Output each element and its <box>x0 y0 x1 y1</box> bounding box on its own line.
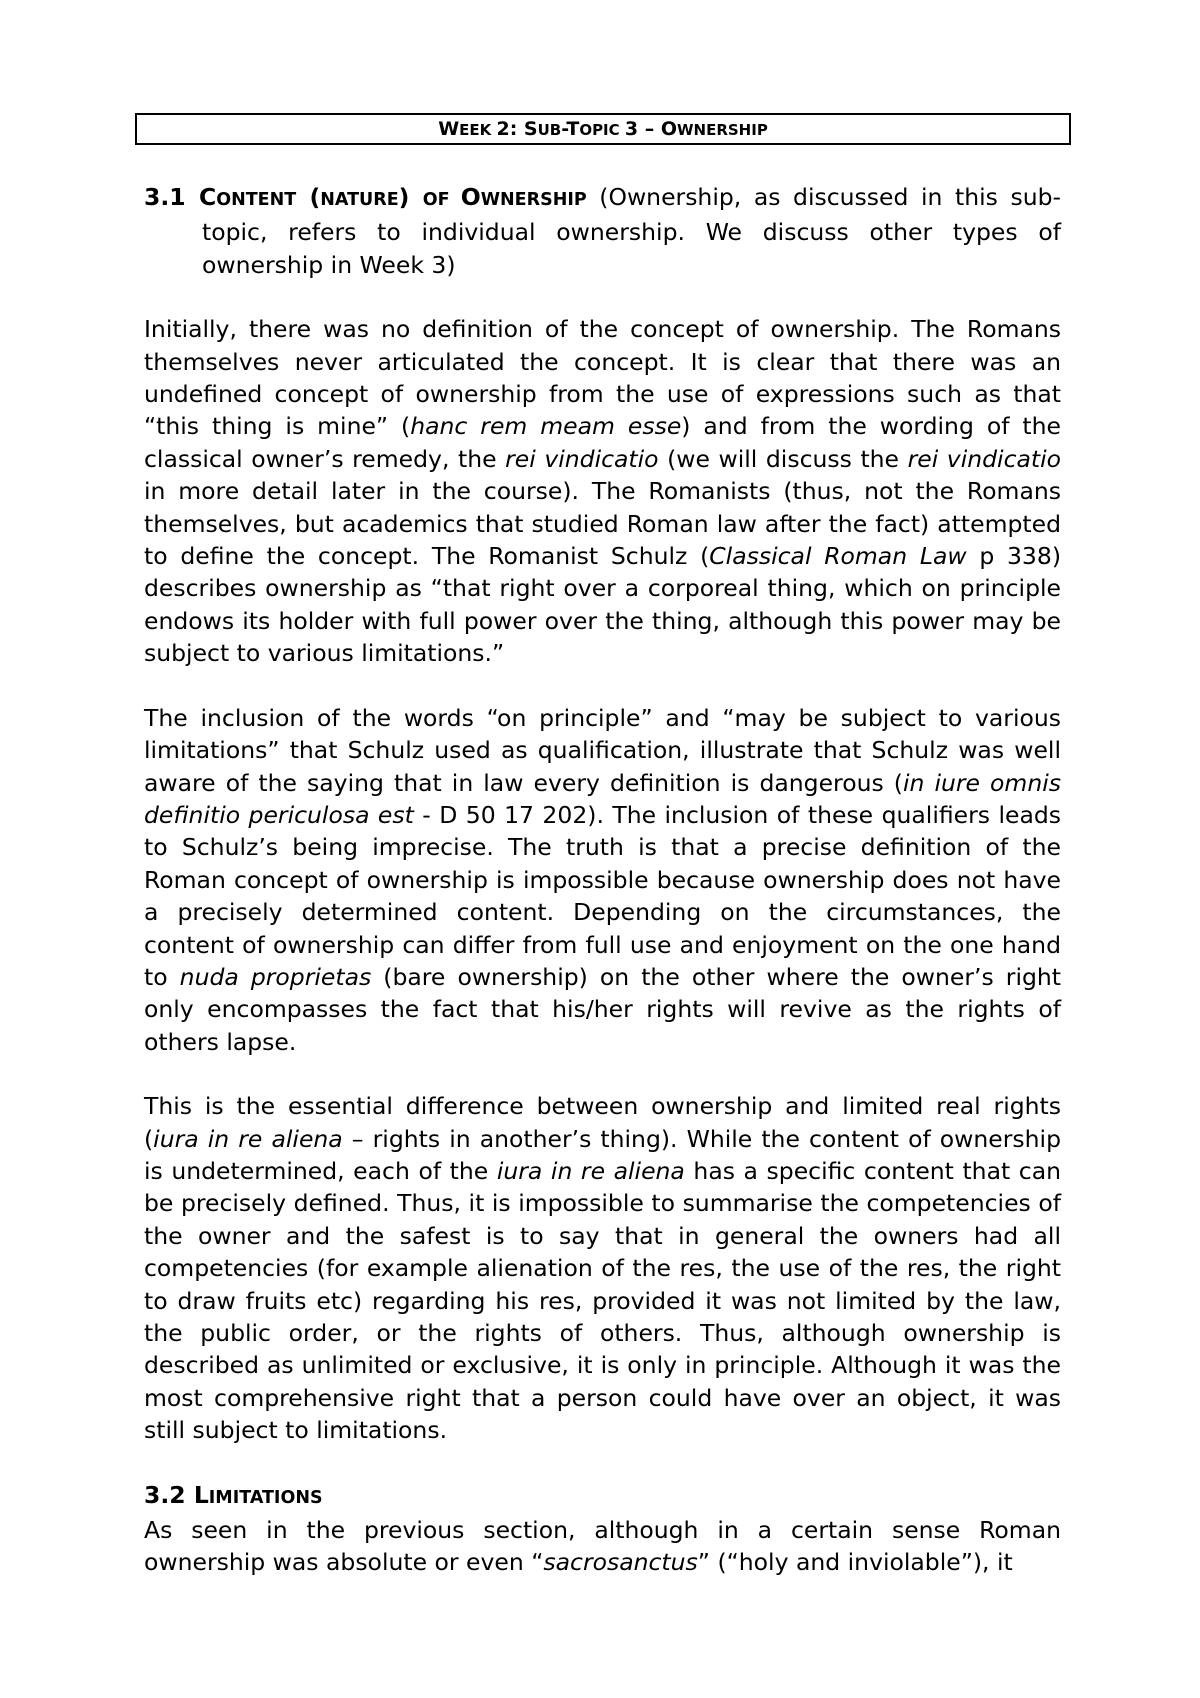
italic-term: in iure omnis definitio periculosa est <box>144 768 1061 829</box>
heading-text-part: OF <box>422 190 461 210</box>
heading-text-part: ( <box>296 183 321 211</box>
heading-text-part: -T <box>561 118 580 140</box>
paragraph <box>144 1090 1061 1446</box>
heading-text-part: WNERSHIP <box>480 190 587 210</box>
text-run: This is the essential difference between ownership and limited real rights ( <box>144 1092 1061 1153</box>
text-run: – rights in another’s thing). While the content of ownership is undetermined, each of the <box>144 1124 1062 1185</box>
italic-term: rei vindicatio <box>907 444 1062 473</box>
text-run: The inclusion of the words “on principle” and “may be subject to various limitations” that Schulz used as qualification, illustrate that Schulz was well aware of the saying that in law every definition is dangerous ( <box>144 703 1061 797</box>
section-heading-3-2 <box>144 1479 1061 1514</box>
heading-text-part: W <box>438 118 460 140</box>
italic-term: nuda proprietas <box>179 962 372 991</box>
heading-text-part: IMITATIONS <box>208 1487 323 1508</box>
page-title <box>135 113 1071 145</box>
text-run: ” (“holy and inviolable”), it <box>697 1548 1013 1577</box>
italic-term: sacrosanctus <box>543 1548 698 1577</box>
section-title <box>194 1481 323 1509</box>
heading-text-part: L <box>193 1480 209 1509</box>
heading-text-part: NATURE <box>320 190 399 210</box>
heading-text-part: ONTENT <box>216 190 297 210</box>
heading-text-part: 3 – O <box>624 118 677 140</box>
heading-text-part: EEK <box>459 121 497 139</box>
heading-text-part: ) <box>398 183 423 211</box>
text-run: in more detail later in the course). The Romanists (thus, not the Romans themselves, but academics that studied Roman law after the fact) attempted to define the concept. The Romanist Schulz ( <box>144 477 1061 571</box>
section-heading-3-1 <box>144 181 1061 281</box>
paragraph <box>144 702 1061 1058</box>
text-run: has a specific content that can be precisely defined. Thus, it is impossible to summarise the competencies of the owner and the safest is to say that in general the owners had all competencies (for example alienation of the res, the use of the res, the right to draw fruits etc) regarding his res, provided it was not limited by the law, the public order, or the rights of others. Thus, although ownership is described as unlimited or exclusive, it is only in principle. Although it was the most comprehensive right that a person could have over an object, it was still subject to limitations. <box>144 1156 1061 1445</box>
text-run: (bare ownership) on the other where the owner’s right only encompasses the fact that his/her rights will revive as the rights of others lapse. <box>144 962 1061 1056</box>
section-number: 3.2 <box>144 1480 194 1509</box>
heading-text-part: O <box>460 183 481 211</box>
paragraph <box>144 313 1061 669</box>
italic-term: iura in re aliena <box>153 1124 343 1153</box>
text-run: p 338) describes ownership as “that right over a corporeal thing, which on principle endows its holder with full power over the thing, although this power may be subject to various limitations.” <box>144 542 1062 668</box>
text-run: Initially, there was no definition of the concept of ownership. The Romans themselves never articulated the concept. It is clear that there was an undefined concept of ownership from the use of expressions such as that “this thing is mine” ( <box>144 315 1061 441</box>
heading-text-part: UB <box>537 121 562 139</box>
italic-term: hanc rem meam esse <box>410 412 682 441</box>
heading-text-part: 2: S <box>496 118 538 140</box>
section-note: (Ownership, as discussed in this sub-topic, refers to individual ownership. We discuss other types of ownership in Week 3) <box>202 183 1062 279</box>
heading-text-part: OPIC <box>579 121 625 139</box>
document-body <box>144 181 1061 1579</box>
italic-term: iura in re aliena <box>496 1156 685 1185</box>
section-number: 3.1 <box>144 183 199 211</box>
paragraph <box>144 1514 1061 1579</box>
text-run: (we will discuss the <box>658 444 908 473</box>
italic-term: rei vindicatio <box>505 444 659 473</box>
italic-term: Classical Roman Law <box>709 542 967 571</box>
section-title <box>199 183 587 211</box>
text-run: - D 50 17 202). The inclusion of these qualifiers leads to Schulz’s being imprecise. The truth is that a precise definition of the Roman concept of ownership is impossible because ownership does not have a precisely determined content. Depending on the circumstances, the content of ownership can differ from full use and enjoyment on the one hand to <box>144 800 1062 991</box>
heading-text-part: C <box>198 183 217 211</box>
text-run: ) and from the wording of the classical owner’s remedy, the <box>144 412 1061 473</box>
heading-text-part: WNERSHIP <box>676 121 768 139</box>
text-run: As seen in the previous section, although in a certain sense Roman ownership was absolute or even “ <box>144 1516 1061 1577</box>
